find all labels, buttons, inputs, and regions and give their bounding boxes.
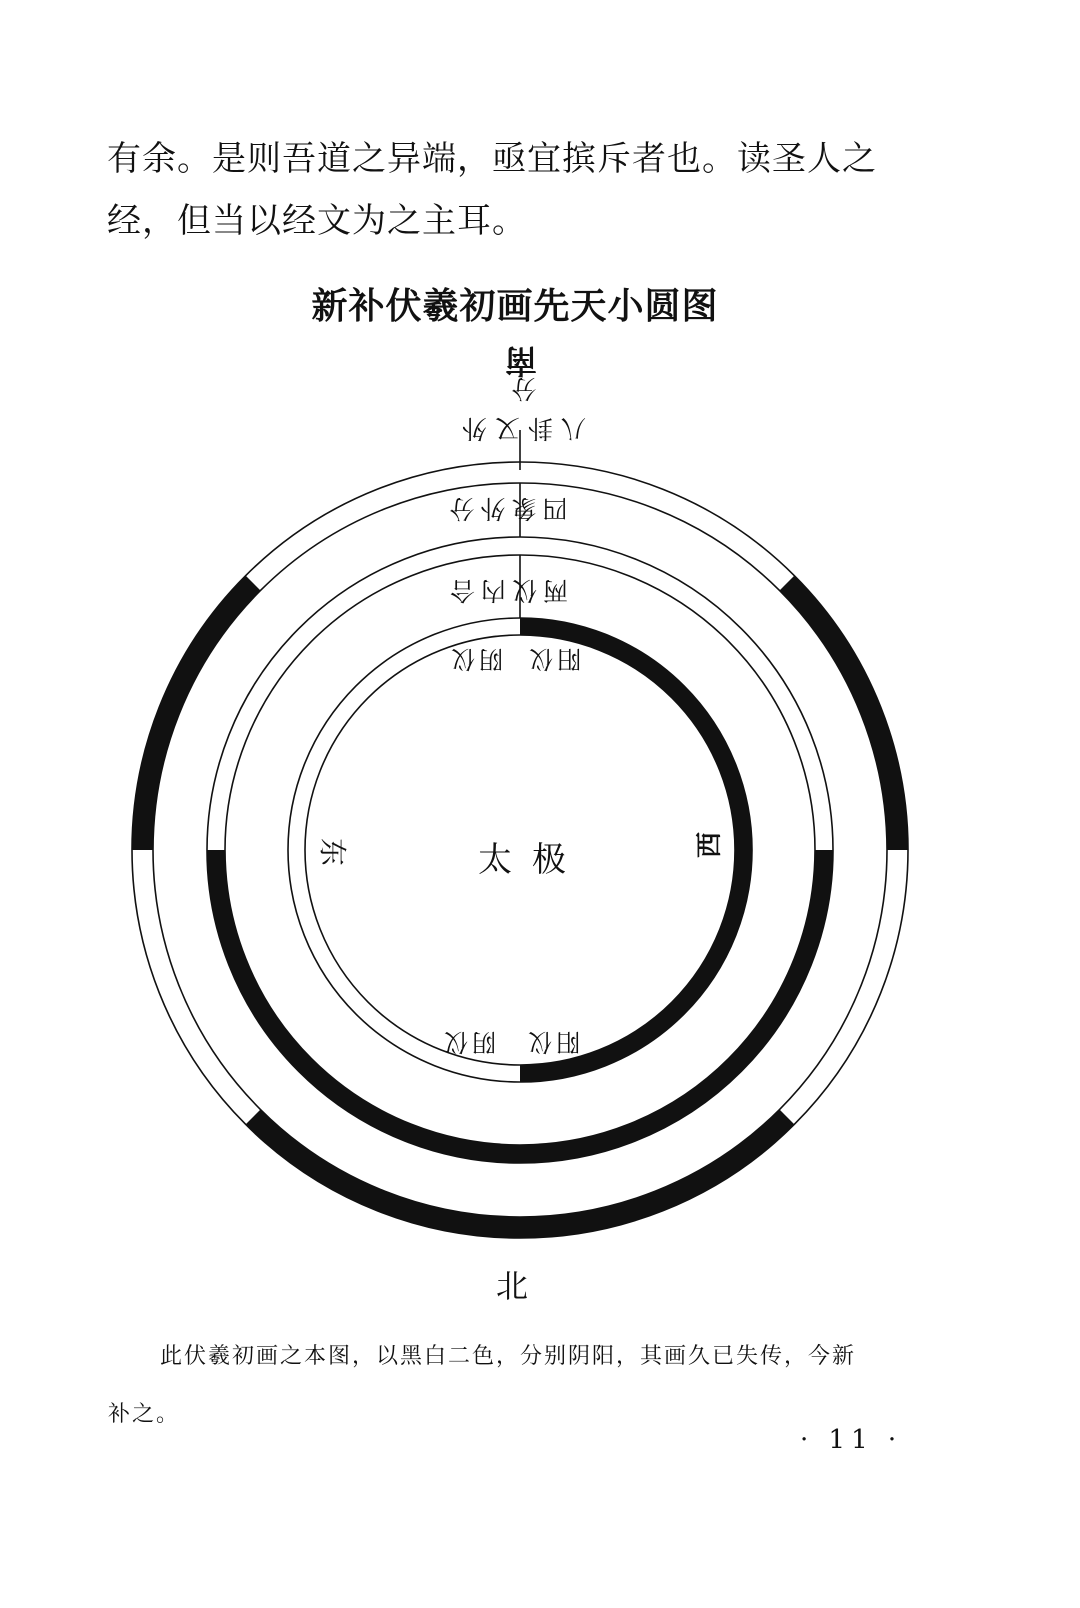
direction-west-label: 西 (695, 831, 726, 859)
ring-label-yang-bottom: 阳仪 (524, 1028, 580, 1056)
figure-title: 新补伏羲初画先天小圆图 (311, 286, 719, 327)
yang-arc-trigram-nw (132, 576, 260, 850)
intro-paragraph: 有余。是则吾道之异端，亟宜摈斥者也。读圣人之经，但当以经文为之主耳。 (107, 139, 877, 241)
direction-south-label: 南 (505, 342, 538, 380)
yang-arc-trigram-ne (780, 576, 908, 850)
center-label-taiji: 太极 (478, 840, 586, 880)
caption-line-2: 补之。 (108, 1402, 181, 1427)
ring-label-eight-trigrams: 八卦又外分 (454, 374, 587, 443)
ring-label-yin-top: 阴仪 (447, 645, 503, 673)
ring-label-yang-top: 阳仪 (525, 645, 581, 673)
page-number: · 11 · (800, 1425, 903, 1455)
ring-label-yin-bottom: 阴仪 (440, 1028, 496, 1056)
direction-north-label: 北 (496, 1267, 529, 1305)
direction-east-label: 东 (316, 837, 350, 867)
ring-label-two-forms: 两仪内合 (444, 576, 569, 605)
ring-label-four-images: 四象外分 (443, 494, 568, 523)
caption-line-1: 此伏羲初画之本图，以黑白二色，分别阴阳，其画久已失传，今新 (160, 1344, 857, 1369)
